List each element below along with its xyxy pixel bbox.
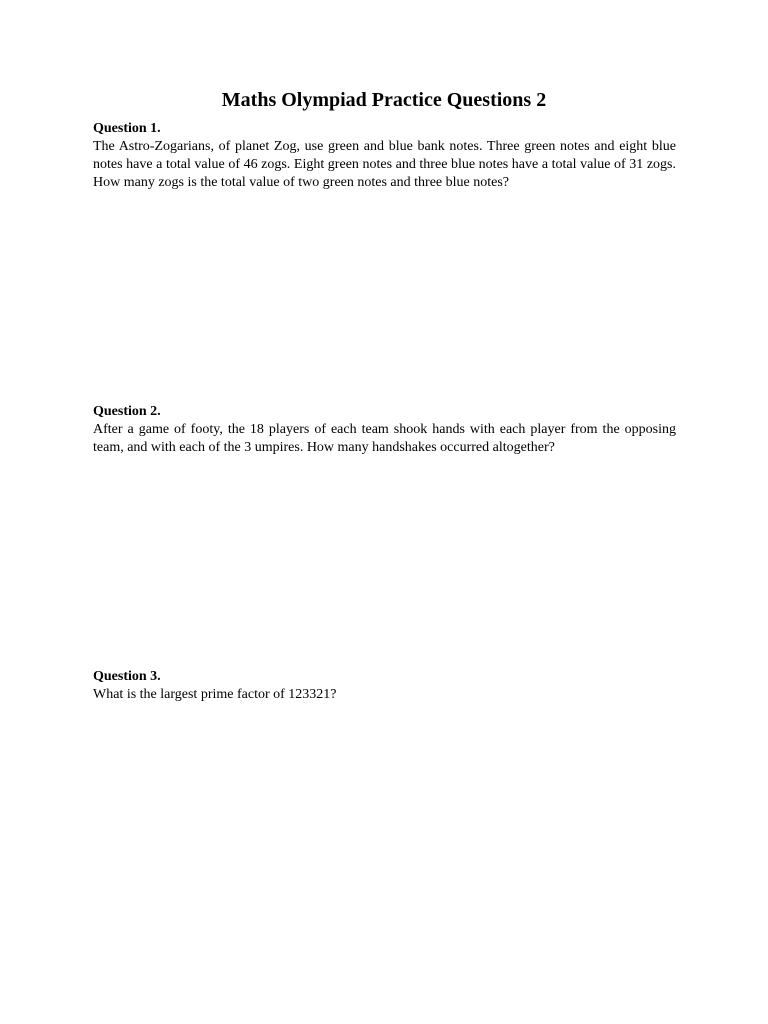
document-title: Maths Olympiad Practice Questions 2 (221, 89, 547, 111)
question-text: After a game of footy, the 18 players of each team shook hands with each player from the opposing team, and with each of the 3 umpires. How many handshakes occurred altogether? (93, 422, 676, 455)
question-block-1 (93, 120, 676, 192)
question-block-2 (93, 403, 676, 457)
question-text: What is the largest prime factor of 123321? (93, 687, 337, 702)
question-block-3 (93, 668, 676, 704)
question-heading: Question 3. (93, 669, 161, 684)
question-heading: Question 2. (93, 404, 161, 419)
question-heading: Question 1. (93, 121, 161, 136)
question-text: The Astro-Zogarians, of planet Zog, use green and blue bank notes. Three green notes and eight blue notes have a total value of 46 zogs. Eight green notes and three blue notes have a total value of 31 zogs. How many zogs is the total value of two green notes and three blue notes? (93, 139, 676, 190)
